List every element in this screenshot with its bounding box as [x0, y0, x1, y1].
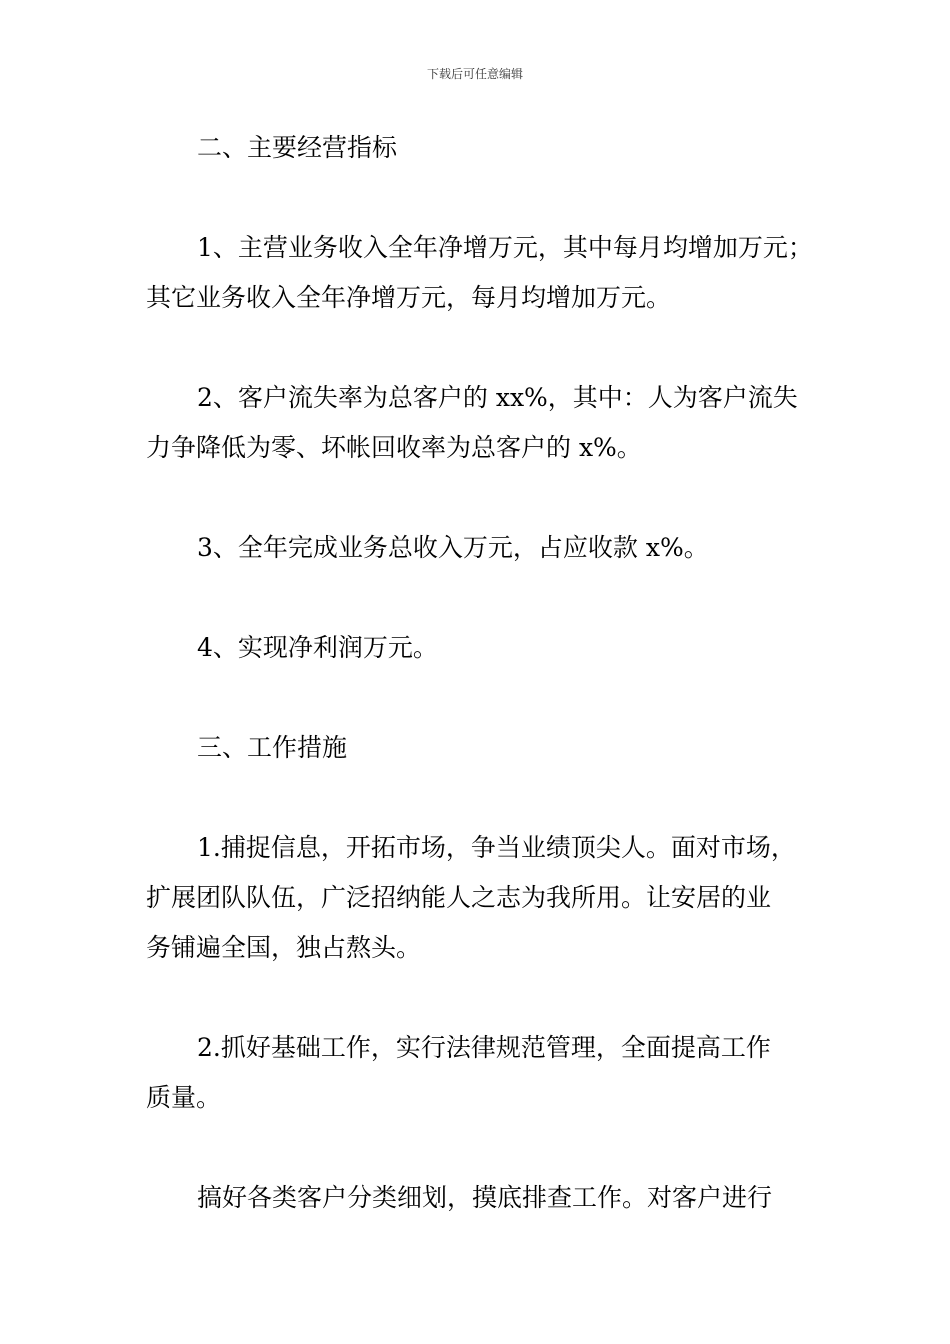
paragraph-line: 3、全年完成业务总收入万元，占应收款 x%。: [197, 533, 709, 562]
paragraph-gap: [146, 173, 816, 223]
paragraph-line: 2、客户流失率为总客户的 xx%，其中：人为客户流失: [197, 383, 798, 412]
paragraph-line: 质量。: [146, 1083, 222, 1112]
paragraph-gap: [146, 473, 816, 523]
page-header: 下载后可任意编辑: [426, 67, 523, 81]
paragraph-line: 力争降低为零、坏帐回收率为总客户的 x%。: [146, 433, 642, 462]
paragraph-line: 搞好各类客户分类细划，摸底排查工作。对客户进行: [197, 1183, 773, 1212]
paragraph-line: 其它业务收入全年净增万元，每月均增加万元。: [146, 283, 672, 312]
paragraph-line: 1.捕捉信息，开拓市场，争当业绩顶尖人。面对市场，: [197, 833, 796, 862]
paragraph-gap: [146, 773, 816, 823]
paragraph-line: 4、实现净利润万元。: [197, 633, 438, 662]
paragraph-gap: [146, 973, 816, 1023]
paragraph-gap: [146, 323, 816, 373]
paragraph-gap: [146, 1123, 816, 1173]
paragraph-line: 扩展团队队伍，广泛招纳能人之志为我所用。让安居的业: [146, 883, 772, 912]
paragraph-gap: [146, 673, 816, 723]
paragraph-line: 务铺遍全国，独占熬头。: [146, 933, 422, 962]
section-heading: 三、工作措施: [197, 733, 348, 762]
paragraph-line: 1、主营业务收入全年净增万元，其中每月均增加万元；: [197, 233, 813, 262]
document-body: [146, 123, 816, 1223]
paragraph-line: 2.抓好基础工作，实行法律规范管理，全面提高工作: [197, 1033, 771, 1062]
section-heading: 二、主要经营指标: [197, 133, 398, 162]
paragraph-gap: [146, 573, 816, 623]
